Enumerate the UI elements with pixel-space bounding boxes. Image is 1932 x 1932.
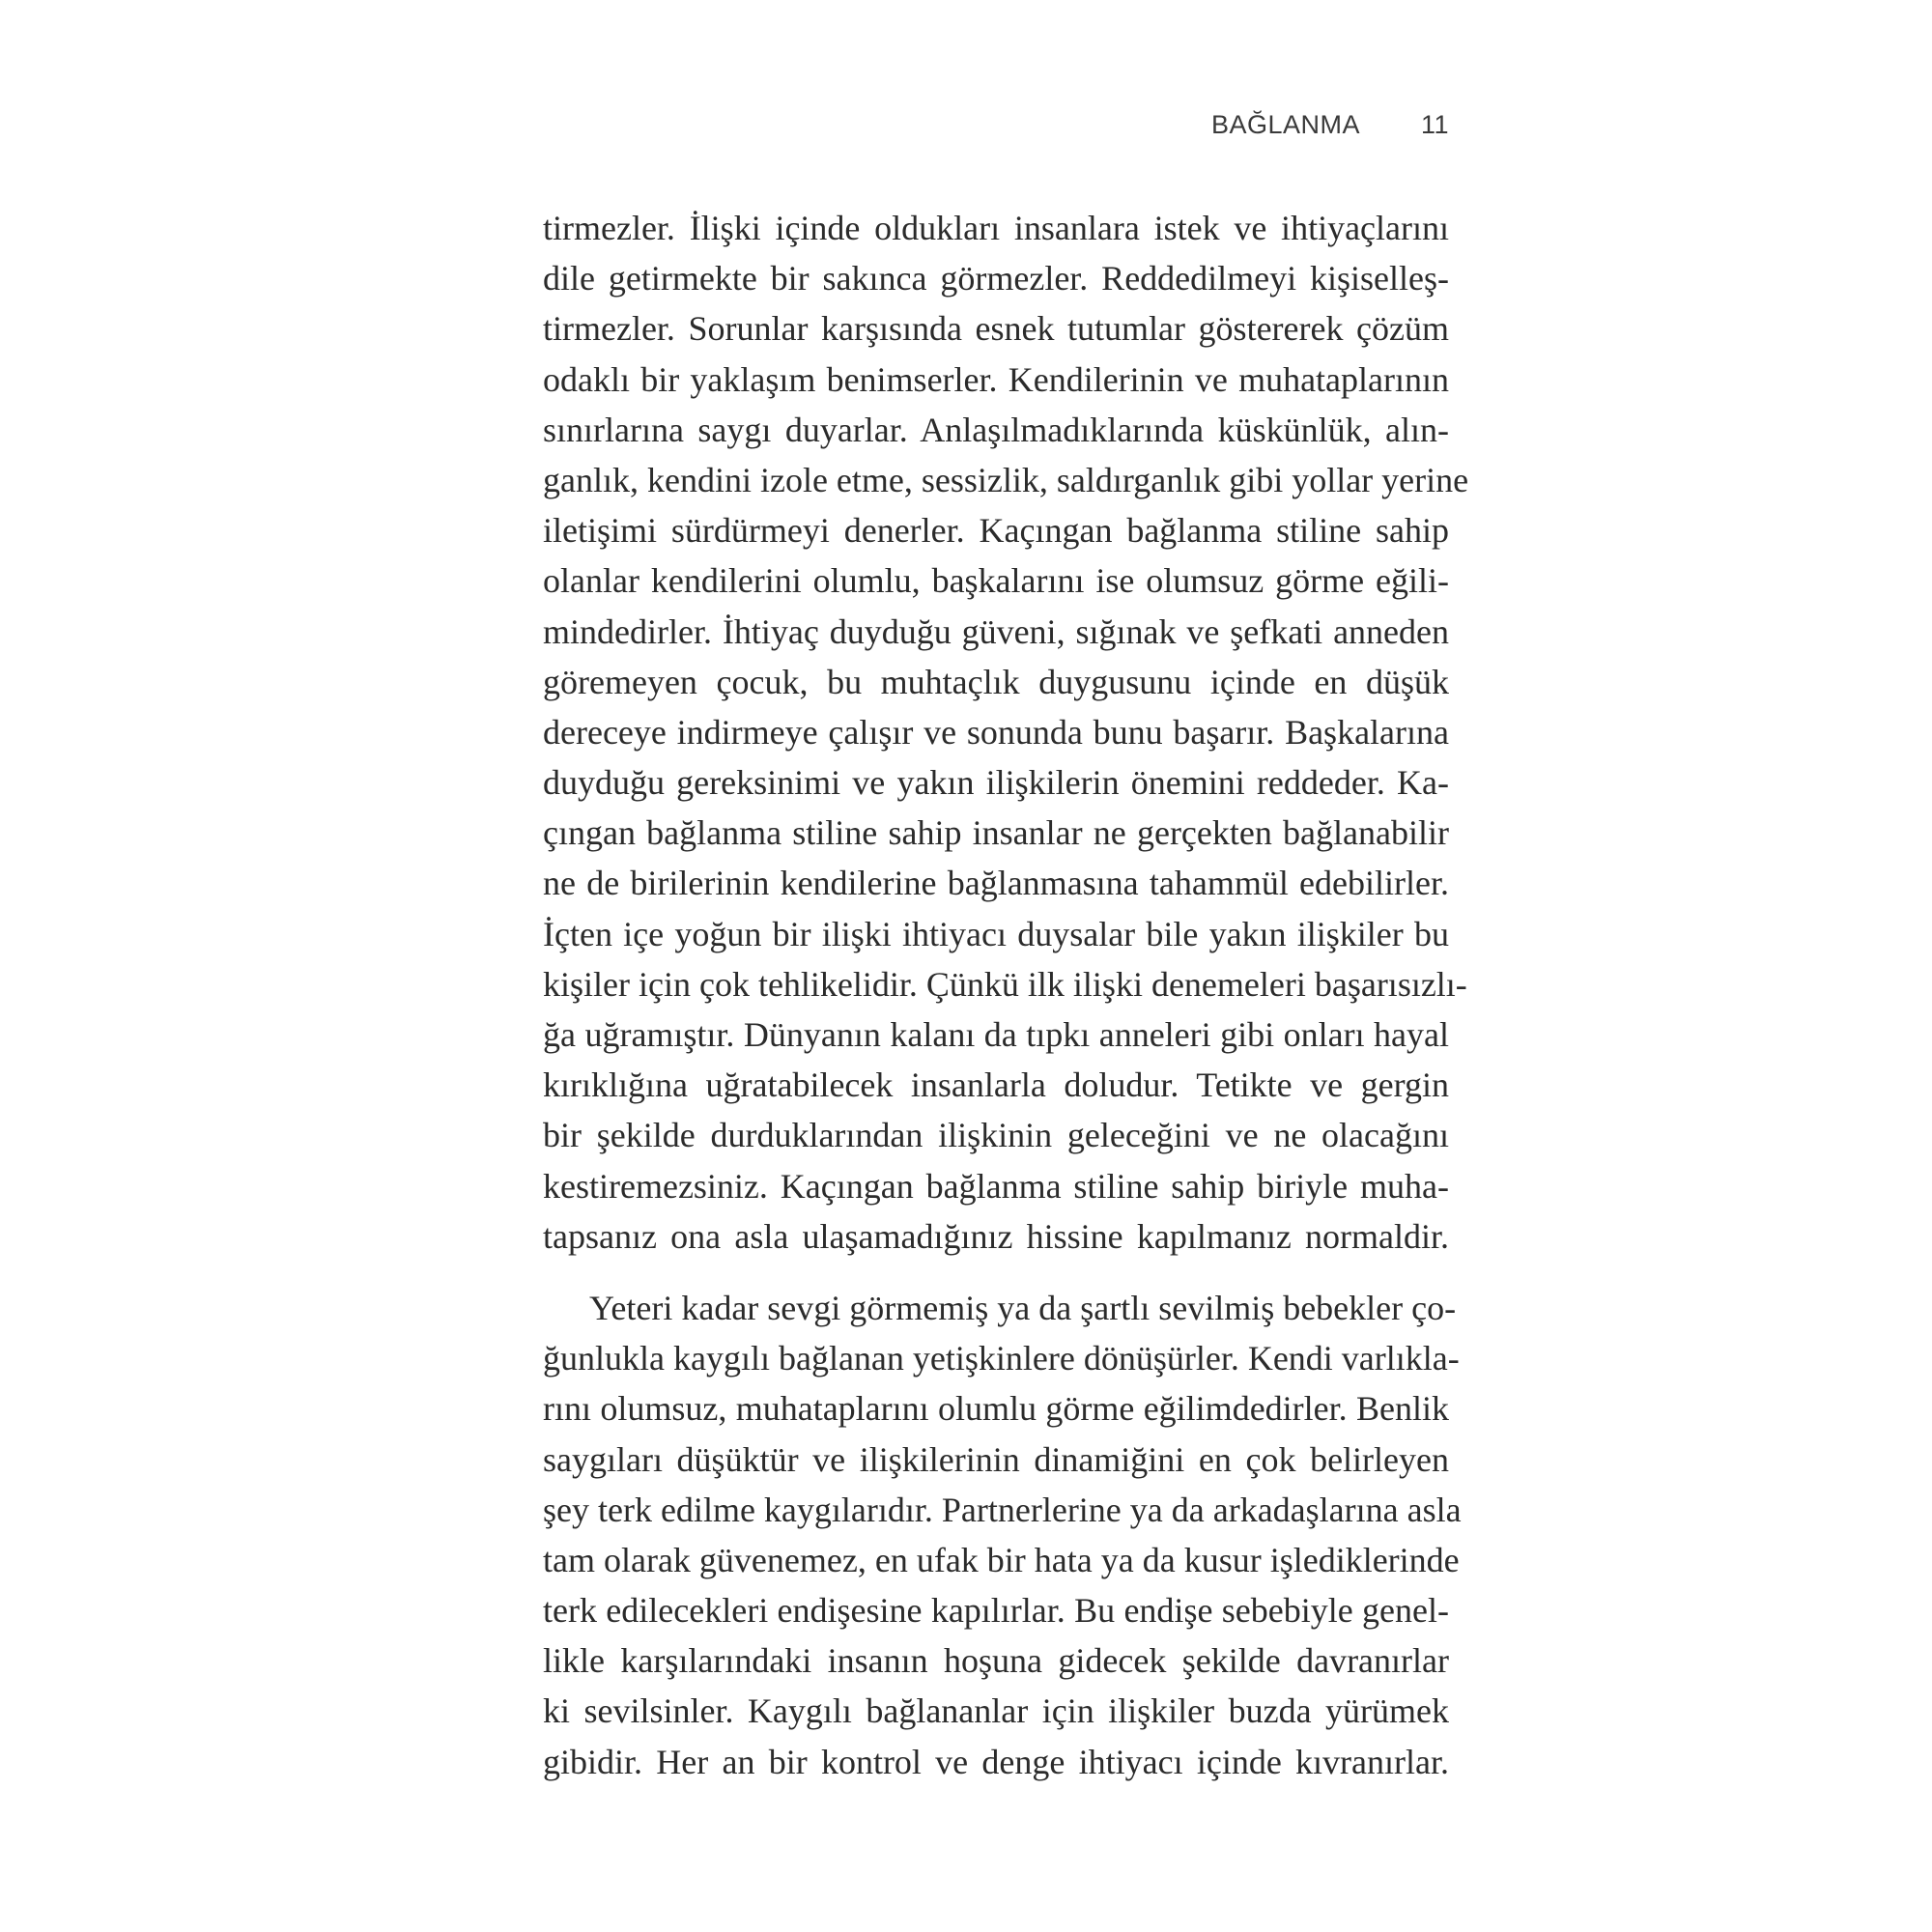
text-line: ne de birilerinin kendilerine bağlanmasına tahammül edebilirler. — [543, 864, 1449, 903]
text-line: şey terk edilme kaygılarıdır. Partnerlerine ya da arkadaşlarına asla — [543, 1490, 1462, 1529]
text-line: ganlık, kendini izole etme, sessizlik, saldırganlık gibi yollar yerine — [543, 460, 1469, 499]
text-line: çıngan bağlanma stiline sahip insanlar ne gerçekten bağlanabilir — [543, 813, 1449, 853]
text-line: tam olarak güvenemez, en ufak bir hata ya da kusur işlediklerinde — [543, 1540, 1460, 1579]
text-line: tirmezler. İlişki içinde oldukları insanlara istek ve ihtiyaçlarını — [543, 209, 1449, 247]
text-line: tirmezler. Sorunlar karşısında esnek tutumlar göstererek çözüm — [543, 309, 1449, 349]
text-line: ğa uğramıştır. Dünyanın kalanı da tıpkı anneleri gibi onları hayal — [543, 1015, 1449, 1054]
text-line: likle karşılarındaki insanın hoşuna gidecek şekilde davranırlar — [543, 1641, 1449, 1681]
text-line: sınırlarına saygı duyarlar. Anlaşılmadıklarında küskünlük, alın- — [543, 410, 1449, 449]
text-line: Yeteri kadar sevgi görmemiş ya da şartlı sevilmiş bebekler ço- — [589, 1288, 1457, 1327]
text-line: odaklı bir yaklaşım benimserler. Kendilerinin ve muhataplarının — [543, 359, 1449, 399]
text-line: duyduğu gereksinimi ve yakın ilişkilerin önemini reddeder. Ka- — [543, 763, 1449, 803]
body-text — [543, 203, 1469, 1787]
paragraph-gap — [543, 1262, 1449, 1283]
running-header — [1188, 106, 1449, 145]
paragraph — [543, 1283, 1462, 1787]
text-line: terk edilecekleri endişesine kapılırlar. Bu endişe sebebiyle genel- — [543, 1591, 1449, 1631]
text-line: mindedirler. İhtiyaç duyduğu güveni, sığınak ve şefkati anneden — [543, 611, 1449, 651]
chapter-title: BAĞLANMA — [1211, 110, 1361, 139]
text-line: dereceye indirmeye çalışır ve sonunda bunu başarır. Başkalarına — [543, 712, 1449, 752]
text-line: kırıklığına uğratabilecek insanlarla doludur. Tetikte ve gergin — [543, 1065, 1449, 1105]
page-number: 11 — [1420, 110, 1449, 139]
text-line: ki sevilsinler. Kaygılı bağlananlar için ilişkiler buzda yürümek — [543, 1691, 1449, 1731]
text-line: olanlar kendilerini olumlu, başkalarını ise olumsuz görme eğili- — [543, 561, 1449, 601]
text-line: İçten içe yoğun bir ilişki ihtiyacı duysalar bile yakın ilişkiler bu — [543, 914, 1449, 953]
text-line: kestiremezsiniz. Kaçıngan bağlanma stiline sahip biriyle muha- — [543, 1166, 1449, 1206]
text-line: göremeyen çocuk, bu muhtaçlık duygusunu içinde en düşük — [543, 662, 1449, 701]
text-line: kişiler için çok tehlikelidir. Çünkü ilk ilişki denemeleri başarısızlı- — [543, 964, 1467, 1004]
text-line: tapsanız ona asla ulaşamadığınız hissine kapılmanız normaldir. — [543, 1216, 1449, 1256]
text-line: ğunlukla kaygılı bağlanan yetişkinlere dönüşürler. Kendi varlıkla- — [543, 1339, 1460, 1378]
text-line: iletişimi sürdürmeyi denerler. Kaçıngan bağlanma stiline sahip — [543, 511, 1449, 551]
text-line: saygıları düşüktür ve ilişkilerinin dinamiğini en çok belirleyen — [543, 1439, 1449, 1479]
text-line: gibidir. Her an bir kontrol ve denge ihtiyacı içinde kıvranırlar. — [543, 1742, 1449, 1781]
text-line: bir şekilde durduklarından ilişkinin geleceğini ve ne olacağını — [543, 1116, 1449, 1155]
text-line: dile getirmekte bir sakınca görmezler. Reddedilmeyi kişiselleş- — [543, 259, 1449, 298]
paragraph — [543, 203, 1469, 1262]
text-line: rını olumsuz, muhataplarını olumlu görme eğilimdedirler. Benlik — [543, 1389, 1449, 1429]
